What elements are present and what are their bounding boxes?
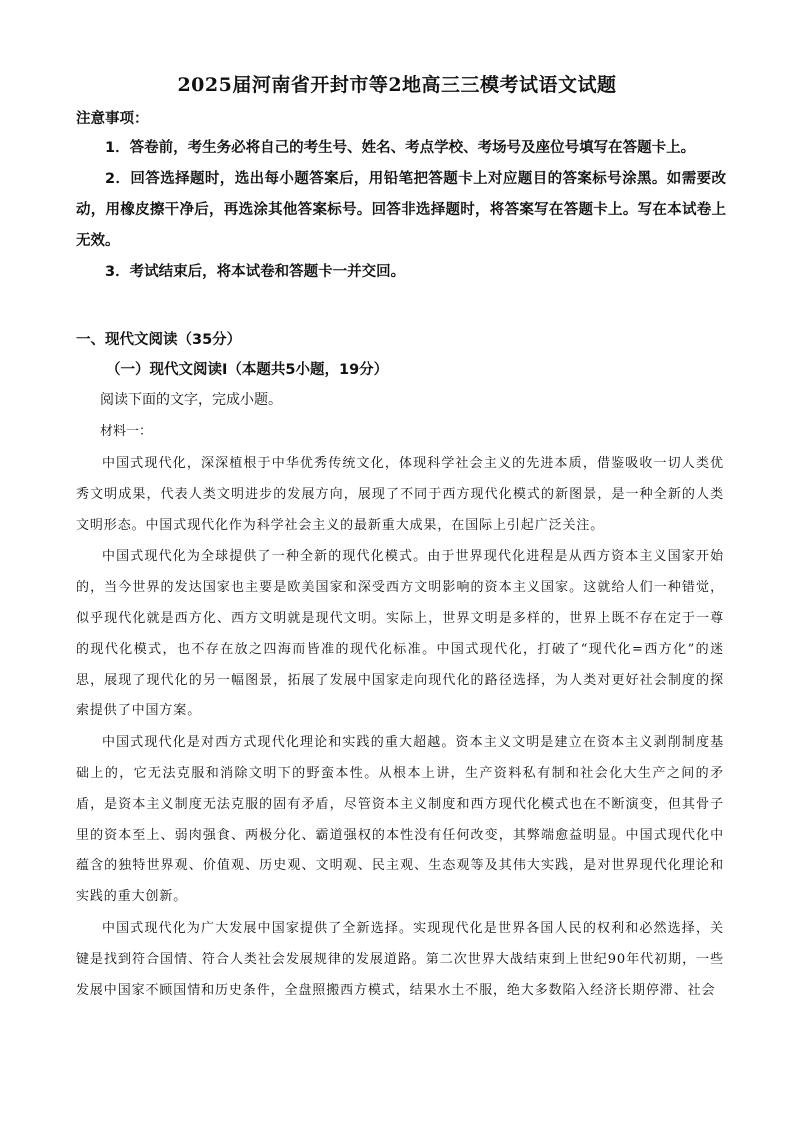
body-paragraph: 中国式现代化为广大发展中国家提供了全新选择。实现现代化是世界各国人民的权利和必然选择，关键是找到符合国情、符合人类社会发展规律的发展道路。第二次世界大战结束到上世纪90年代初期，一些发展中国家不顾国情和历史条件，全盘照搬西方模式，结果水土不服，绝大多数陷入经济长期停滞、社会 [76, 920, 724, 998]
body-paragraph: 中国式现代化为全球提供了一种全新的现代化模式。由于世界现代化进程是从西方资本主义国家开始的，当今世界的发达国家也主要是欧美国家和深受西方文明影响的资本主义国家。这就给人们一种错觉，似乎现代化就是西方化、西方文明就是现代文明。实际上，世界文明是多样的，世界上既不存在定于一尊的现代化模式，也不存在放之四海而皆准的现代化标准。中国式现代化，打破了“现代化=西方化”的迷思，展现了现代化的另一幅图景，拓展了发展中国家走向现代化的路径选择，为人类对更好社会制度的探索提供了中国方案。 [76, 549, 724, 719]
material-body [76, 449, 724, 1007]
notice-item: 3．考试结束后，将本试卷和答题卡一并交回。 [105, 264, 406, 280]
notice-item: 1．答卷前，考生务必将自己的考生号、姓名、考点学校、考场号及座位号填写在答题卡上。 [105, 140, 696, 156]
notice-list [76, 133, 726, 288]
reading-instruction: 阅读下面的文字，完成小题。 [100, 392, 282, 408]
subsection-heading: （一）现代文阅读Ⅰ（本题共5小题，19分） [106, 362, 389, 378]
notice-item: 2．回答选择题时，选出每小题答案后，用铅笔把答题卡上对应题目的答案标号涂黑。如需要改动，用橡皮擦干净后，再选涂其他答案标号。回答非选择题时，将答案写在答题卡上。写在本试卷上无效。 [76, 171, 726, 249]
section-heading: 一、现代文阅读（35分） [76, 332, 242, 348]
body-paragraph: 中国式现代化是对西方式现代化理论和实践的重大超越。资本主义文明是建立在资本主义剥削制度基础上的，它无法克服和消除文明下的野蛮本性。从根本上讲，生产资料私有制和社会化大生产之间的矛盾，是资本主义制度无法克服的固有矛盾，尽管资本主义制度和西方现代化模式也在不断演变，但其骨子里的资本至上、弱肉强食、两极分化、霸道强权的本性没有任何改变，其弊端愈益明显。中国式现代化中蕴含的独特世界观、价值观、历史观、文明观、民主观、生态观等及其伟大实践，是对世界现代化理论和实践的重大创新。 [76, 735, 724, 905]
notice-heading: 注意事项： [76, 111, 149, 127]
page-title: 2025届河南省开封市等2地高三三模考试语文试题 [177, 74, 617, 96]
body-paragraph: 中国式现代化，深深植根于中华优秀传统文化，体现科学社会主义的先进本质，借鉴吸收一切人类优秀文明成果，代表人类文明进步的发展方向，展现了不同于西方现代化模式的新图景，是一种全新的人类文明形态。中国式现代化作为科学社会主义的最新重大成果，在国际上引起广泛关注。 [76, 456, 724, 533]
material-label: 材料一： [100, 424, 153, 439]
